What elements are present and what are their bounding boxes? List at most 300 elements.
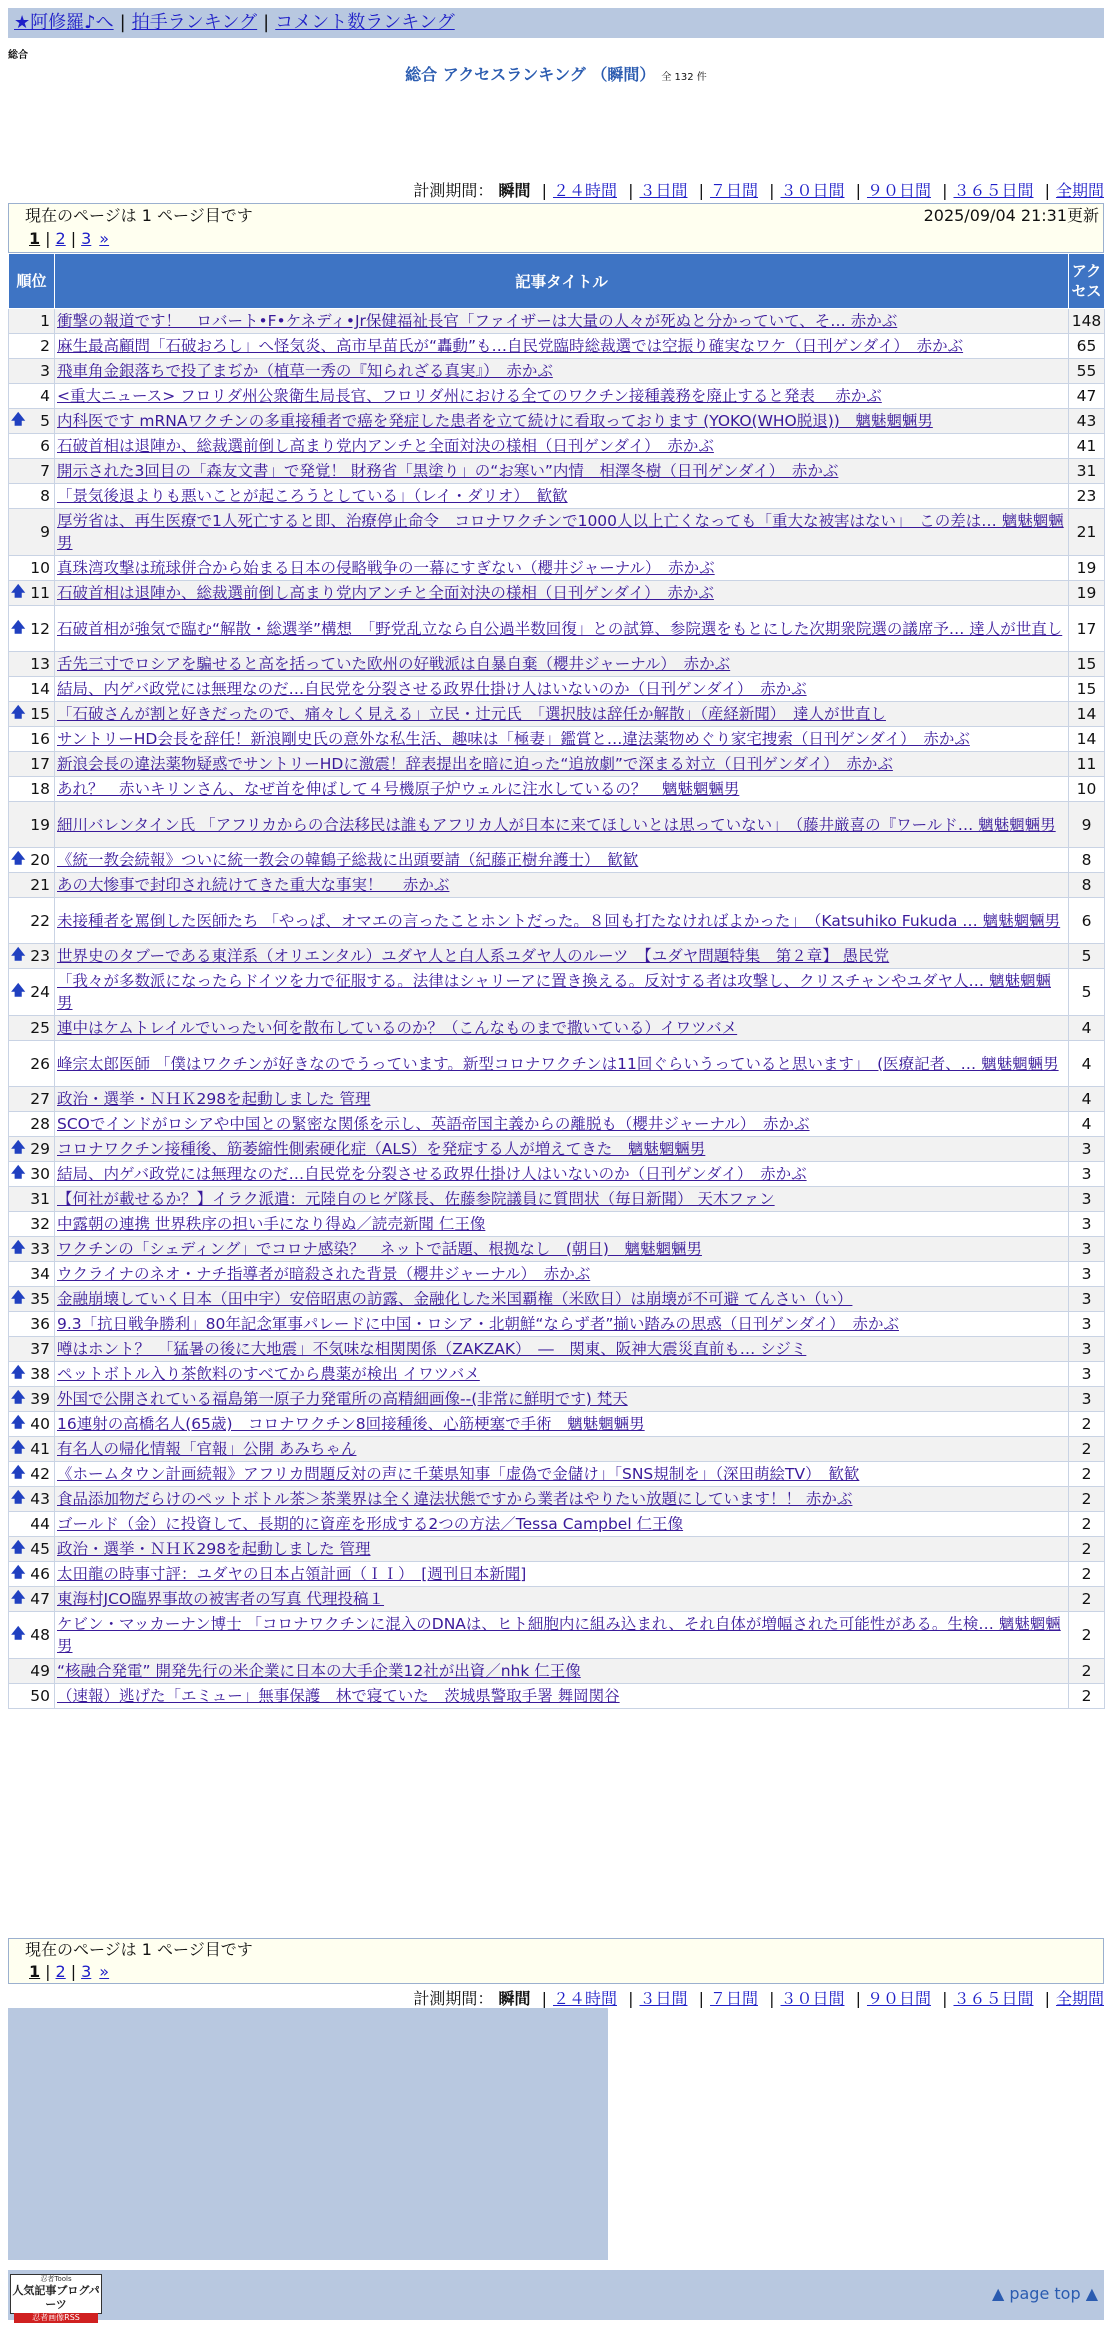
access-count: 10	[1069, 777, 1105, 802]
title-cell	[55, 1684, 1069, 1709]
table-row	[9, 1562, 1105, 1587]
table-row	[9, 1112, 1105, 1137]
rank-number: 38	[30, 1365, 50, 1383]
article-link[interactable]: 太田龍の時事寸評：ユダヤの日本占領計画（ＩＩ） [週刊日本新聞]	[57, 1565, 527, 1583]
title-cell	[55, 1562, 1069, 1587]
article-link[interactable]: ゴールド（金）に投資して、長期的に資産を形成する2つの方法／Tessa Campbel 仁王像	[57, 1515, 684, 1533]
period-all[interactable]: 全期間	[1055, 1989, 1104, 2008]
rank-number: 20	[30, 851, 50, 869]
rank-number: 39	[30, 1390, 50, 1408]
access-count: 11	[1069, 752, 1105, 777]
link-asyura[interactable]: ★阿修羅♪へ	[14, 12, 114, 33]
article-link[interactable]: 細川バレンタイン氏 「アフリカからの合法移民は誰もアフリカ人が日本に来てほしいとは思っていない」 （藤井厳喜の『ワールド… 魑魅魍魎男	[57, 815, 1056, 834]
rank-up-arrow-icon: 🡅	[11, 1415, 26, 1431]
article-link[interactable]: 世界史のタブーである東洋系（オリエンタル）ユダヤ人と白人系ユダヤ人のルーツ 【ユダヤ問題特集 第２章】 愚民党	[57, 947, 890, 965]
access-count: 4	[1069, 1087, 1105, 1112]
access-count: 41	[1069, 434, 1105, 459]
table-row	[9, 556, 1105, 581]
page-next[interactable]: »	[99, 229, 110, 248]
table-row	[9, 359, 1105, 384]
rank-up-arrow-icon: 🡅	[11, 1590, 26, 1606]
rank-up-arrow-icon: 🡅	[11, 619, 26, 636]
title-cell	[55, 1462, 1069, 1487]
title-cell	[55, 1237, 1069, 1262]
table-row	[9, 309, 1105, 334]
access-count: 9	[1069, 802, 1105, 848]
table-row	[9, 509, 1105, 556]
rank-number: 29	[30, 1140, 50, 1158]
article-link[interactable]: 《統一教会続報》ついに統一教会の韓鶴子総裁に出頭要請（紀藤正樹弁護士） 歓歓	[57, 851, 639, 869]
table-row	[9, 334, 1105, 359]
table-row	[9, 484, 1105, 509]
page-link-3[interactable]: 3	[81, 1962, 92, 1981]
article-link[interactable]: 新浪会長の違法薬物疑惑でサントリーHDに激震！辞表提出を暗に迫った“追放劇”で深まる対立（日刊ゲンダイ） 赤かぶ	[57, 755, 893, 773]
rank-cell	[9, 1041, 55, 1087]
rank-number: 49	[30, 1662, 50, 1680]
rank-number: 22	[30, 911, 50, 930]
article-link[interactable]: 衝撃の報道です！ ロバート•F•ケネディ•Jr保健福祉長官「ファイザーは大量の人々が死ぬと分かっていて、そ… 赤かぶ	[57, 312, 898, 330]
article-link[interactable]: ワクチンの「シェディング」でコロナ感染？ ネットで話題、根拠なし (朝日) 魑魅魍魎男	[57, 1240, 702, 1258]
rank-number: 9	[40, 523, 50, 541]
total-count: 全 132 件	[661, 72, 707, 83]
access-count: 3	[1069, 1212, 1105, 1237]
access-count: 2	[1069, 1537, 1105, 1562]
access-count: 4	[1069, 1016, 1105, 1041]
table-row	[9, 969, 1105, 1016]
title-cell	[55, 1162, 1069, 1187]
article-link[interactable]: 9.3「抗日戦争勝利」80年記念軍事パレードに中国・ロシア・北朝鮮“ならず者”揃い踏みの思惑（日刊ゲンダイ） 赤かぶ	[57, 1315, 899, 1333]
access-count: 5	[1069, 944, 1105, 969]
title-cell	[55, 359, 1069, 384]
rank-up-arrow-icon: 🡅	[11, 1140, 26, 1156]
table-row	[9, 1612, 1105, 1659]
period-90d[interactable]: ９０日間	[866, 1989, 931, 2008]
rank-cell	[9, 409, 55, 434]
article-link[interactable]: 金融崩壊していく日本（田中宇）安倍昭恵の訪露、金融化した米国覇権（米欧日）は崩壊が不可避 てんさい（い）	[57, 1290, 853, 1308]
rank-cell	[9, 1412, 55, 1437]
rank-up-arrow-icon: 🡅	[11, 851, 26, 867]
table-row	[9, 702, 1105, 727]
rank-number: 19	[30, 815, 50, 834]
pager-bottom: 現在のページは 1 ページ目です 1 | 2 | 3 »	[8, 1938, 1104, 1984]
table-row	[9, 384, 1105, 409]
access-count: 23	[1069, 484, 1105, 509]
article-link[interactable]: 舌先三寸でロシアを騙せると高を括っていた欧州の好戦派は自暴自棄（櫻井ジャーナル） 赤かぶ	[57, 655, 731, 673]
title-cell	[55, 1187, 1069, 1212]
access-count: 21	[1069, 509, 1105, 556]
rank-cell	[9, 509, 55, 556]
title-cell	[55, 1512, 1069, 1537]
title-cell	[55, 1112, 1069, 1137]
title-cell	[55, 484, 1069, 509]
table-row	[9, 1137, 1105, 1162]
rank-number: 50	[30, 1687, 50, 1705]
rank-up-arrow-icon: 🡅	[11, 705, 26, 721]
table-row	[9, 752, 1105, 777]
rank-cell	[9, 1537, 55, 1562]
title-cell	[55, 1487, 1069, 1512]
table-row	[9, 1287, 1105, 1312]
access-count: 43	[1069, 409, 1105, 434]
rank-cell	[9, 777, 55, 802]
rank-number: 12	[30, 619, 50, 638]
article-link[interactable]: 外国で公開されている福島第一原子力発電所の高精細画像--(非常に鮮明です) 梵天	[57, 1390, 628, 1408]
rank-number: 11	[30, 584, 50, 602]
title-cell	[55, 1016, 1069, 1041]
title-cell	[55, 1212, 1069, 1237]
rank-cell	[9, 1462, 55, 1487]
rank-cell	[9, 484, 55, 509]
table-row	[9, 1462, 1105, 1487]
title-cell	[55, 1659, 1069, 1684]
article-link[interactable]: 石破首相は退陣か、総裁選前倒し高まり党内アンチと全面対決の様相（日刊ゲンダイ） 赤かぶ	[57, 584, 714, 602]
title-cell	[55, 1312, 1069, 1337]
article-link[interactable]: （速報）逃げた「エミュー」無事保護 林で寝ていた 茨城県警取手署 舞岡関谷	[57, 1687, 620, 1705]
article-link[interactable]: 【何社が載せるか？】イラク派遣：元陸自のヒゲ隊長、佐藤参院議員に質問状（毎日新聞） 天木ファン	[57, 1190, 775, 1208]
period-365d[interactable]: ３６５日間	[953, 181, 1034, 200]
rank-number: 27	[30, 1090, 50, 1108]
col-rank: 順位	[9, 254, 55, 309]
title-cell	[55, 1362, 1069, 1387]
access-count: 17	[1069, 606, 1105, 652]
period-3d[interactable]: ３日間	[639, 181, 688, 200]
access-count: 2	[1069, 1659, 1105, 1684]
period-24h[interactable]: ２４時間	[552, 181, 617, 200]
period-30d[interactable]: ３０日間	[780, 181, 845, 200]
rank-number: 6	[40, 437, 50, 455]
title-cell	[55, 606, 1069, 652]
table-row	[9, 1537, 1105, 1562]
rank-cell	[9, 1487, 55, 1512]
table-row	[9, 1262, 1105, 1287]
rank-number: 28	[30, 1115, 50, 1133]
link-clap-ranking[interactable]: 拍手ランキング	[131, 12, 258, 33]
table-row	[9, 848, 1105, 873]
rank-number: 13	[30, 655, 50, 673]
rank-cell	[9, 752, 55, 777]
title-cell	[55, 581, 1069, 606]
period-all[interactable]: 全期間	[1055, 181, 1104, 200]
title-cell	[55, 652, 1069, 677]
article-link[interactable]: 「石破さんが割と好きだったので、痛々しく見える」立民・辻元氏 「選択肢は辞任か解散」（産経新聞） 達人が世直し	[57, 705, 886, 723]
access-count: 3	[1069, 1362, 1105, 1387]
access-count: 2	[1069, 1462, 1105, 1487]
rank-cell	[9, 1212, 55, 1237]
table-row	[9, 1512, 1105, 1537]
article-link[interactable]: サントリーHD会長を辞任！新浪剛史氏の意外な私生活、趣味は「極妻」鑑賞と…違法薬物めぐり家宅捜索（日刊ゲンダイ） 赤かぶ	[57, 730, 970, 748]
table-row	[9, 1587, 1105, 1612]
rank-cell	[9, 1137, 55, 1162]
access-count: 2	[1069, 1437, 1105, 1462]
col-title: 記事タイトル	[55, 254, 1069, 309]
link-comment-ranking[interactable]: コメント数ランキング	[275, 12, 455, 33]
access-count: 15	[1069, 652, 1105, 677]
article-link[interactable]: 未接種者を罵倒した医師たち 「やっぱ、オマエの言ったことホントだった。８回も打たなければよかった」 （Katsuhiko Fukuda … 魑魅魍魎男	[57, 911, 1061, 930]
table-row	[9, 434, 1105, 459]
rank-number: 2	[40, 337, 50, 355]
pager-top: 現在のページは 1 ページ目です 2025/09/04 21:31更新 1 | 2 | 3 »	[8, 203, 1104, 253]
article-link[interactable]: 飛車角金銀落ちで投了まぢか（植草一秀の『知られざる真実』） 赤かぶ	[57, 362, 553, 380]
access-count: 14	[1069, 727, 1105, 752]
col-access: アクセス	[1069, 254, 1105, 309]
rank-cell	[9, 434, 55, 459]
table-row	[9, 409, 1105, 434]
title-cell	[55, 848, 1069, 873]
period-30d[interactable]: ３０日間	[780, 1989, 845, 2008]
page-link-2[interactable]: 2	[55, 1962, 66, 1981]
rank-up-arrow-icon: 🡅	[11, 1390, 26, 1406]
article-link[interactable]: 食品添加物だらけのペットボトル茶＞茶業界は全く違法状態ですから業者はやりたい放題にしています！！ 赤かぶ	[57, 1490, 853, 1508]
page-title: 総合 アクセスランキング （瞬間）	[405, 65, 656, 84]
rank-number: 5	[40, 412, 50, 430]
period-365d[interactable]: ３６５日間	[953, 1989, 1034, 2008]
table-header	[9, 254, 1105, 309]
rank-number: 43	[30, 1490, 50, 1508]
article-link[interactable]: SCOでインドがロシアや中国との緊密な関係を示し、英語帝国主義からの離脱も（櫻井ジャーナル） 赤かぶ	[57, 1115, 810, 1133]
access-count: 65	[1069, 334, 1105, 359]
article-link[interactable]: 石破首相は退陣か、総裁選前倒し高まり党内アンチと全面対決の様相（日刊ゲンダイ） 赤かぶ	[57, 437, 714, 455]
table-row	[9, 802, 1105, 848]
article-link[interactable]: 噂はホント？ 「猛暑の後に大地震」不気味な相関関係（ZAKZAK） ― 関東、阪神大震災直前も… シジミ	[57, 1340, 807, 1358]
title-cell	[55, 1337, 1069, 1362]
article-link[interactable]: 麻生最高顧問「石破おろし」へ怪気炎、高市早苗氏が“轟動”も…自民党臨時総裁選では空振り確実なワケ（日刊ゲンダイ） 赤かぶ	[57, 337, 964, 355]
period-24h[interactable]: ２４時間	[552, 1989, 617, 2008]
access-count: 3	[1069, 1387, 1105, 1412]
rank-cell	[9, 309, 55, 334]
table-row	[9, 1187, 1105, 1212]
rank-number: 26	[30, 1054, 50, 1073]
title-cell	[55, 1537, 1069, 1562]
rank-up-arrow-icon: 🡅	[11, 983, 26, 999]
access-count: 2	[1069, 1487, 1105, 1512]
top-nav	[8, 8, 1104, 38]
title-cell	[55, 898, 1069, 944]
page-link-3[interactable]: 3	[81, 229, 92, 248]
rank-cell	[9, 944, 55, 969]
access-count: 14	[1069, 702, 1105, 727]
rank-cell	[9, 1187, 55, 1212]
title-cell	[55, 802, 1069, 848]
rank-cell	[9, 702, 55, 727]
article-link[interactable]: 有名人の帰化情報「官報」公開 あみちゃん	[57, 1440, 357, 1458]
period-current: 瞬間	[498, 1989, 531, 2008]
table-row	[9, 1016, 1105, 1041]
ninja-tools-logo[interactable]: 忍者Tools 人気記事ブログパーツ 忍者画像RSS	[10, 2274, 102, 2314]
rank-up-arrow-icon: 🡅	[11, 1565, 26, 1581]
rank-cell	[9, 459, 55, 484]
rank-up-arrow-icon: 🡅	[11, 1490, 26, 1506]
rank-number: 32	[30, 1215, 50, 1233]
table-row	[9, 1087, 1105, 1112]
rank-number: 14	[30, 680, 50, 698]
article-link[interactable]: 政治・選挙・ＮＨＫ298を起動しました 管理	[57, 1540, 371, 1558]
access-count: 55	[1069, 359, 1105, 384]
article-link[interactable]: 開示された3回目の「森友文書」で発覚！ 財務省「黒塗り」の“お寒い”内情 相澤冬樹（日刊ゲンダイ） 赤かぶ	[57, 462, 839, 480]
access-count: 4	[1069, 1112, 1105, 1137]
rank-number: 30	[30, 1165, 50, 1183]
table-row	[9, 944, 1105, 969]
rank-number: 37	[30, 1340, 50, 1358]
rank-cell	[9, 334, 55, 359]
rank-cell	[9, 1387, 55, 1412]
rank-number: 42	[30, 1465, 50, 1483]
category-label: 総合	[8, 50, 28, 61]
ranking-body	[9, 309, 1105, 1709]
table-row	[9, 1162, 1105, 1187]
page-current: 1	[29, 229, 41, 248]
access-count: 2	[1069, 1612, 1105, 1659]
rank-number: 44	[30, 1515, 50, 1533]
table-row	[9, 727, 1105, 752]
rank-cell	[9, 1437, 55, 1462]
rank-number: 34	[30, 1265, 50, 1283]
article-link[interactable]: 東海村JCO臨界事故の被害者の写真 代理投稿１	[57, 1590, 385, 1608]
page-next[interactable]: »	[99, 1962, 110, 1981]
title-cell	[55, 702, 1069, 727]
article-link[interactable]: 「我々が多数派になったらドイツを力で征服する。法律はシャリーアに置き換える。反対する者は攻撃し、クリスチャンやユダヤ人… 魑魅魍魎男	[57, 972, 1051, 1012]
article-link[interactable]: 中露朝の連携 世界秩序の担い手になり得ぬ／読売新聞 仁王像	[57, 1215, 486, 1233]
access-count: 47	[1069, 384, 1105, 409]
title-cell	[55, 969, 1069, 1016]
period-selector-top: 計測期間： 瞬間 | ２４時間 | ３日間 | ７日間 | ３０日間 | ９０日間 | ３６５日間 | 全期間	[413, 181, 1104, 200]
title-cell	[55, 1587, 1069, 1612]
access-count: 2	[1069, 1562, 1105, 1587]
rank-number: 4	[40, 387, 50, 405]
article-link[interactable]: ペットボトル入り茶飲料のすべてから農薬が検出 イワツバメ	[57, 1365, 480, 1383]
table-row	[9, 652, 1105, 677]
rank-cell	[9, 1237, 55, 1262]
article-link[interactable]: 《ホームタウン計画続報》アフリカ問題反対の声に千葉県知事「虚偽で金儲け」「SNS規制を」（深田萌絵TV） 歓歓	[57, 1465, 860, 1483]
article-link[interactable]: 政治・選挙・ＮＨＫ298を起動しました 管理	[57, 1090, 371, 1108]
rank-up-arrow-icon: 🡅	[11, 584, 26, 600]
table-row	[9, 1312, 1105, 1337]
access-count: 2	[1069, 1512, 1105, 1537]
title-cell	[55, 309, 1069, 334]
rank-cell	[9, 1362, 55, 1387]
rank-number: 24	[30, 983, 50, 1001]
article-link[interactable]: あの大惨事で封印され続けてきた重大な事実！ 赤かぶ	[57, 876, 450, 894]
title-cell	[55, 752, 1069, 777]
updated-timestamp: 2025/09/04 21:31更新	[923, 206, 1099, 225]
rank-number: 15	[30, 705, 50, 723]
period-current: 瞬間	[498, 181, 531, 200]
article-link[interactable]: ウクライナのネオ・ナチ指導者が暗殺された背景（櫻井ジャーナル） 赤かぶ	[57, 1265, 591, 1283]
table-row	[9, 1337, 1105, 1362]
period-3d[interactable]: ３日間	[639, 1989, 688, 2008]
table-row	[9, 873, 1105, 898]
access-count: 3	[1069, 1262, 1105, 1287]
article-link[interactable]: 石破首相が強気で臨む“解散・総選挙”構想 「野党乱立なら自公過半数回復」との試算、参院選をもとにした次期衆院選の議席予… 達人が世直し	[57, 619, 1063, 638]
rank-number: 47	[30, 1590, 50, 1608]
period-label: 計測期間：	[413, 181, 494, 200]
title-cell	[55, 777, 1069, 802]
access-count: 19	[1069, 581, 1105, 606]
table-row	[9, 581, 1105, 606]
rank-cell	[9, 1287, 55, 1312]
access-count: 3	[1069, 1337, 1105, 1362]
table-row	[9, 1412, 1105, 1437]
article-link[interactable]: 真珠湾攻撃は琉球併合から始まる日本の侵略戦争の一幕にすぎない（櫻井ジャーナル） 赤かぶ	[57, 559, 715, 577]
article-link[interactable]: 内科医です mRNAワクチンの多重接種者で癌を発症した患者を立て続けに看取っております (YOKO(WHO脱退)) 魑魅魍魎男	[57, 412, 933, 430]
rank-cell	[9, 1562, 55, 1587]
period-90d[interactable]: ９０日間	[866, 181, 931, 200]
article-link[interactable]: 峰宗太郎医師 「僕はワクチンが好きなのでうっています。新型コロナワクチンは11回ぐらいうっていると思います」 (医療記者、… 魑魅魍魎男	[57, 1054, 1059, 1073]
rank-number: 46	[30, 1565, 50, 1583]
rank-up-arrow-icon: 🡅	[11, 1540, 26, 1556]
article-link[interactable]: 16連射の高橋名人(65歳) コロナワクチン8回接種後、心筋梗塞で手術 魑魅魍魎男	[57, 1415, 645, 1433]
title-cell	[55, 873, 1069, 898]
article-link[interactable]: あれ？ 赤いキリンさん、なぜ首を伸ばして４号機原子炉ウェルに注水しているの？ 魑魅魍魎男	[57, 780, 740, 798]
article-link[interactable]: 厚労省は、再生医療で1人死亡すると即、治療停止命令 コロナワクチンで1000人以上亡くなっても「重大な被害はない」 この差は… 魑魅魍魎男	[57, 512, 1064, 552]
rank-up-arrow-icon: 🡅	[11, 412, 26, 428]
rank-number: 7	[40, 462, 50, 480]
page-top-link[interactable]: ▲ page top ▲	[991, 2284, 1098, 2303]
access-count: 3	[1069, 1137, 1105, 1162]
rank-number: 3	[40, 362, 50, 380]
rank-number: 23	[30, 947, 50, 965]
title-cell	[55, 434, 1069, 459]
rank-cell	[9, 1162, 55, 1187]
page-link-2[interactable]: 2	[55, 229, 66, 248]
rank-cell	[9, 1512, 55, 1537]
table-row	[9, 1487, 1105, 1512]
title-cell	[55, 509, 1069, 556]
current-page-text: 現在のページは 1 ページ目です	[25, 206, 253, 225]
access-count: 19	[1069, 556, 1105, 581]
page-heading	[0, 62, 1112, 85]
rank-number: 31	[30, 1190, 50, 1208]
rank-cell	[9, 359, 55, 384]
table-row	[9, 677, 1105, 702]
rank-number: 35	[30, 1290, 50, 1308]
title-cell	[55, 459, 1069, 484]
rank-number: 18	[30, 780, 50, 798]
nav-separator: |	[119, 12, 126, 33]
article-link[interactable]: 「景気後退よりも悪いことが起ころうとしている」（レイ・ダリオ） 歓歓	[57, 487, 568, 505]
rank-number: 36	[30, 1315, 50, 1333]
rank-number: 33	[30, 1240, 50, 1258]
rank-up-arrow-icon: 🡅	[11, 1165, 26, 1181]
period-7d[interactable]: ７日間	[709, 181, 758, 200]
rank-cell	[9, 727, 55, 752]
rank-number: 41	[30, 1440, 50, 1458]
article-link[interactable]: 連中はケムトレイルでいったい何を散布しているのか？（こんなものまで撒いている）イワツバメ	[57, 1019, 738, 1037]
access-count: 3	[1069, 1312, 1105, 1337]
table-row	[9, 1041, 1105, 1087]
article-link[interactable]: <重大ニュース> フロリダ州公衆衛生局長官、フロリダ州における全てのワクチン接種義務を廃止すると発表 赤かぶ	[57, 387, 882, 405]
article-link[interactable]: “核融合発電” 開発先行の米企業に日本の大手企業12社が出資／nhk 仁王像	[57, 1662, 581, 1680]
rank-cell	[9, 1087, 55, 1112]
rank-number: 45	[30, 1540, 50, 1558]
title-cell	[55, 556, 1069, 581]
rank-number: 1	[40, 312, 50, 330]
rank-cell	[9, 606, 55, 652]
access-count: 31	[1069, 459, 1105, 484]
article-link[interactable]: ケビン・マッカーナン博士 「コロナワクチンに混入のDNAは、ヒト細胞内に組み込まれ、それ自体が増幅された可能性がある。生検… 魑魅魍魎男	[57, 1615, 1061, 1655]
article-link[interactable]: 結局、内ゲバ政党には無理なのだ…自民党を分裂させる政界仕掛け人はいないのか（日刊ゲンダイ） 赤かぶ	[57, 680, 807, 698]
article-link[interactable]: コロナワクチン接種後、筋萎縮性側索硬化症（ALS）を発症する人が増えてきた 魑魅魍魎男	[57, 1140, 706, 1158]
period-7d[interactable]: ７日間	[709, 1989, 758, 2008]
table-row	[9, 777, 1105, 802]
period-selector-bottom: 計測期間： 瞬間 | ２４時間 | ３日間 | ７日間 | ３０日間 | ９０日間 | ３６５日間 | 全期間	[413, 1989, 1104, 2008]
rank-cell	[9, 1659, 55, 1684]
table-row	[9, 459, 1105, 484]
table-row	[9, 1237, 1105, 1262]
rank-up-arrow-icon: 🡅	[11, 1290, 26, 1306]
article-link[interactable]: 結局、内ゲバ政党には無理なのだ…自民党を分裂させる政界仕掛け人はいないのか（日刊ゲンダイ） 赤かぶ	[57, 1165, 807, 1183]
table-row	[9, 1212, 1105, 1237]
rank-cell	[9, 1684, 55, 1709]
